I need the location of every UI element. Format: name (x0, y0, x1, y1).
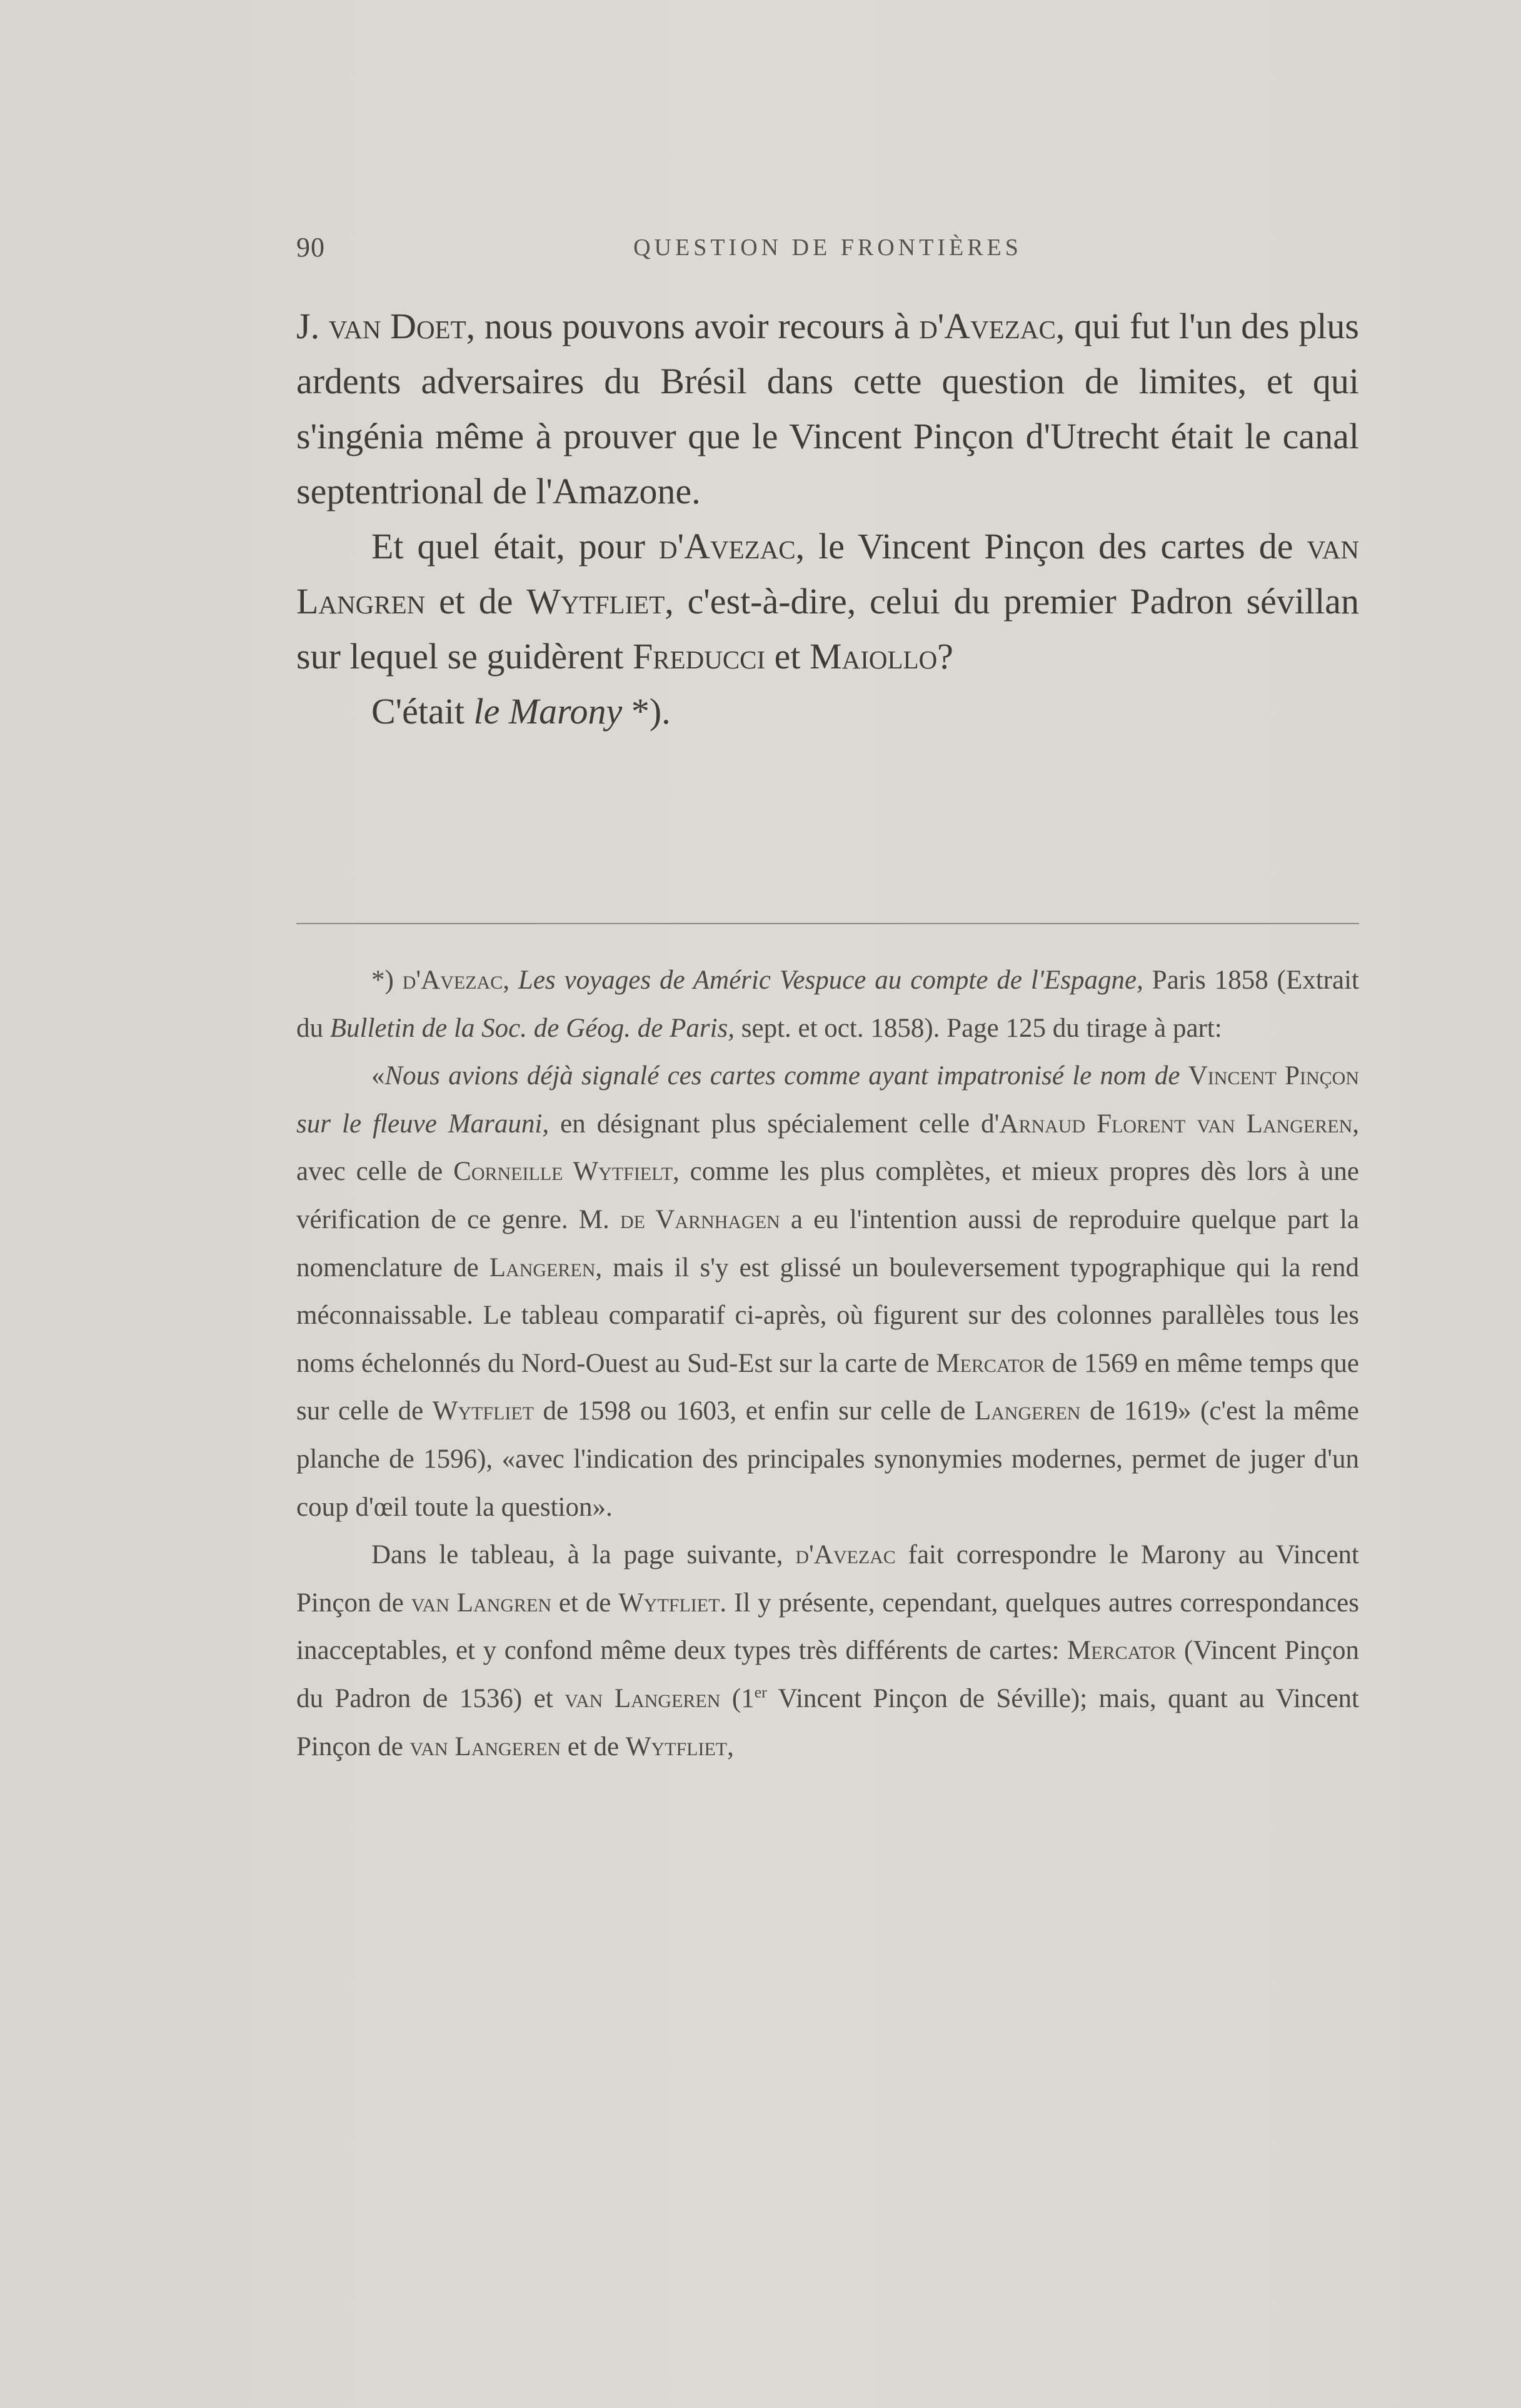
running-title: QUESTION DE FRONTIÈRES (633, 234, 1022, 261)
page-number: 90 (296, 232, 325, 263)
footnote-paragraph: Dans le tableau, à la page suivante, d'Avezac fait correspondre le Marony au Vincent Pinçon de van Langren et de Wytfliet. Il y présente, cependant, quelques autres correspondances inacceptables, et y confond même deux types très différents de cartes: Mercator (Vincent Pinçon du Padron de 1536) et van Langeren (1er Vincent Pinçon de Séville); mais, quant au Vincent Pinçon de van Langeren et de Wytfliet, (296, 1540, 1360, 1761)
paragraph-2: Et quel était, pour d'Avezac, le Vincent Pinçon des cartes de van Langren et de Wytfliet, c'est-à-dire, celui du premier Padron sévillan sur lequel se guidèrent Freducci et Maiollo? (296, 526, 1360, 677)
paragraph-1: J. van Doet, nous pouvons avoir recours à d'Avezac, qui fut l'un des plus ardents adversaires du Brésil dans cette question de limites, et qui s'ingénia même à prouver que le Vincent Pinçon d'Utrecht était le canal septentrional de l'Amazone. (296, 306, 1360, 511)
footnote-divider (296, 923, 1359, 924)
footnotes (296, 957, 1359, 1771)
footnote-quotation: «Nous avions déjà signalé ces cartes comme ayant impatronisé le nom de Vincent Pinçon sur le fleuve Marauni, en désignant plus spécialement celle d'Arnaud Florent van Langeren, avec celle de Corneille Wytfielt, comme les plus complètes, et mieux propres dès lors à une vérification de ce genre. M. de Varnhagen a eu l'intention aussi de reproduire quelque part la nomenclature de Langeren, mais il s'y est glissé un bouleversement typographique qui la rend méconnaissable. Le tableau comparatif ci-après, où figurent sur des colonnes parallèles tous les noms échelonnés du Nord-Ouest au Sud-Est sur la carte de Mercator de 1569 en même temps que sur celle de Wytfliet de 1598 ou 1603, et enfin sur celle de Langeren de 1619» (c'est la même planche de 1596), «avec l'indication des principales synonymies modernes, permet de juger d'un coup d'œil toute la question». (296, 1061, 1360, 1522)
running-head (296, 231, 1359, 269)
main-body-text (296, 299, 1359, 739)
footnote-1: *) d'Avezac, Les voyages de Améric Vespuce au compte de l'Espagne, Paris 1858 (Extrait du Bulletin de la Soc. de Géog. de Paris, sept. et oct. 1858). Page 125 du tirage à part: (296, 965, 1359, 1043)
paragraph-3: C'était le Marony *). (371, 691, 671, 732)
